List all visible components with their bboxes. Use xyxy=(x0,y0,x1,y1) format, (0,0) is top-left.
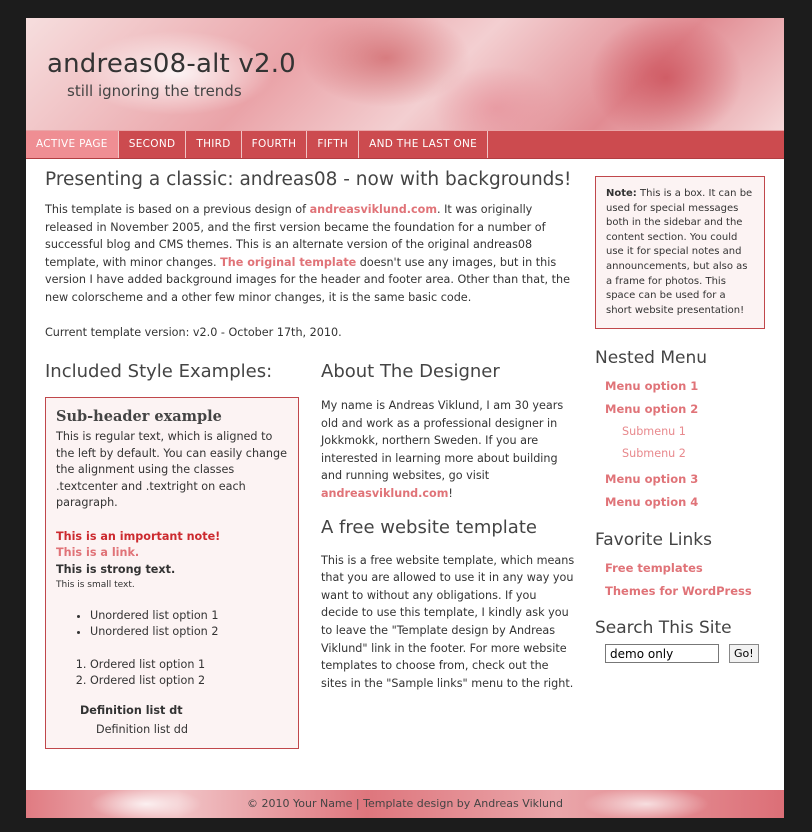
important-note: This is an important note! xyxy=(56,529,221,543)
definition-term: Definition list dt xyxy=(80,703,183,717)
nav-item-last-one[interactable]: AND THE LAST ONE xyxy=(359,131,488,158)
free-template-paragraph: This is a free website template, which means that you are allowed to use it in any way you want to without any obligations. If you decide to use this template, I kindly ask you to leave the "Template design by Andreas Viklund" link in the footer. For more website templates to choose from, check out the sites in the "Sample links" menu to the right. xyxy=(321,553,575,690)
site-title[interactable]: andreas08-alt v2.0 xyxy=(47,49,296,79)
list-item: 2. Ordered list option 2 xyxy=(90,673,288,689)
menu-option-4[interactable]: Menu option 4 xyxy=(605,495,699,510)
intro-text-1: This template is based on a previous design of xyxy=(45,203,310,216)
regular-text-paragraph: This is regular text, which is aligned to the left by default. You can easily change the alignment using the classes .textcenter and .textright on each paragraph. xyxy=(56,430,287,510)
sidebar xyxy=(595,176,765,663)
nested-menu-heading: Nested Menu xyxy=(595,348,708,369)
page-title: Presenting a classic: andreas08 - now with backgrounds! xyxy=(45,169,572,190)
site-slogan: still ignoring the trends xyxy=(67,82,242,100)
free-templates-link[interactable]: Free templates xyxy=(605,561,703,576)
subheader-example: Sub-header example xyxy=(56,408,222,425)
intro-text-3: doesn't use any images, but in this version I have added background images for the header and footer area. Other than that, the new colorscheme and a other few minor changes, it is the same basic code. xyxy=(45,255,570,304)
original-template-link[interactable]: The original template xyxy=(220,255,357,269)
note-text: This is a box. It can be used for special messages both in the sidebar and the content section. You could use it for special notes and announcements, but also as a frame for photos. This space can be used for a short website presentation! xyxy=(606,188,753,316)
designer-site-link[interactable]: andreasviklund.com xyxy=(309,203,438,216)
search-form xyxy=(605,644,765,663)
designer-site-link-2[interactable]: andreasviklund.com xyxy=(321,486,449,500)
ordered-list xyxy=(56,657,288,689)
search-button[interactable]: Go! xyxy=(729,644,759,663)
nav-item-fifth[interactable]: FIFTH xyxy=(307,131,359,158)
definition-description: Definition list dd xyxy=(96,722,188,736)
favorite-links-heading: Favorite Links xyxy=(595,530,713,551)
style-examples-column xyxy=(45,360,299,736)
menu-option-3[interactable]: Menu option 3 xyxy=(605,472,699,487)
site-footer: © 2010 Your Name | Template design by Andreas Viklund xyxy=(26,790,784,818)
menu-option-1[interactable]: Menu option 1 xyxy=(605,379,699,394)
about-designer-heading: About The Designer xyxy=(321,361,500,382)
note-label: Note: xyxy=(606,188,637,199)
page-container xyxy=(26,18,784,818)
note-box xyxy=(595,176,765,329)
about-designer-text-end: ! xyxy=(448,486,453,500)
about-designer-paragraph xyxy=(321,397,575,503)
nav-item-second[interactable]: SECOND xyxy=(119,131,187,158)
nested-menu xyxy=(595,375,765,514)
intro-text-2: . It was originally released in November 2005, and the first version became the foundation for a number of successful blog and CMS themes. This is an alternate version of the original andreas08 template, with minor changes. xyxy=(45,203,546,269)
strong-text: This is strong text. xyxy=(56,562,176,576)
free-template-heading: A free website template xyxy=(321,516,537,538)
submenu-2[interactable]: Submenu 2 xyxy=(622,447,686,461)
designer-column xyxy=(321,360,575,692)
search-heading: Search This Site xyxy=(595,618,732,639)
menu-option-2[interactable]: Menu option 2 xyxy=(605,402,699,417)
nav-item-third[interactable]: THIRD xyxy=(186,131,241,158)
main-content xyxy=(45,168,575,736)
list-item: • Unordered list option 2 xyxy=(90,624,288,640)
style-examples-box xyxy=(45,397,299,749)
style-examples-heading: Included Style Examples: xyxy=(45,361,273,382)
site-header xyxy=(26,18,784,130)
search-input[interactable] xyxy=(605,644,719,663)
intro-paragraph xyxy=(45,201,573,307)
about-designer-text: My name is Andreas Viklund, I am 30 years old and work as a professional designer in Jokkmokk, northern Sweden. If you are interested in learning more about building and running websites, go visit xyxy=(321,399,564,483)
nav-item-active-page[interactable]: ACTIVE PAGE xyxy=(26,131,119,158)
version-paragraph: Current template version: v2.0 - October 17th, 2010. xyxy=(45,325,342,339)
small-text: This is small text. xyxy=(56,579,135,590)
wordpress-themes-link[interactable]: Themes for WordPress xyxy=(605,584,752,599)
nav-item-fourth[interactable]: FOURTH xyxy=(242,131,308,158)
unordered-list xyxy=(56,608,288,640)
favorite-links xyxy=(595,557,765,603)
list-item: • Unordered list option 1 xyxy=(90,608,288,624)
example-link[interactable]: This is a link. xyxy=(56,545,140,559)
submenu-1[interactable]: Submenu 1 xyxy=(622,425,686,439)
main-nav xyxy=(26,130,784,159)
list-item: 1. Ordered list option 1 xyxy=(90,657,288,673)
